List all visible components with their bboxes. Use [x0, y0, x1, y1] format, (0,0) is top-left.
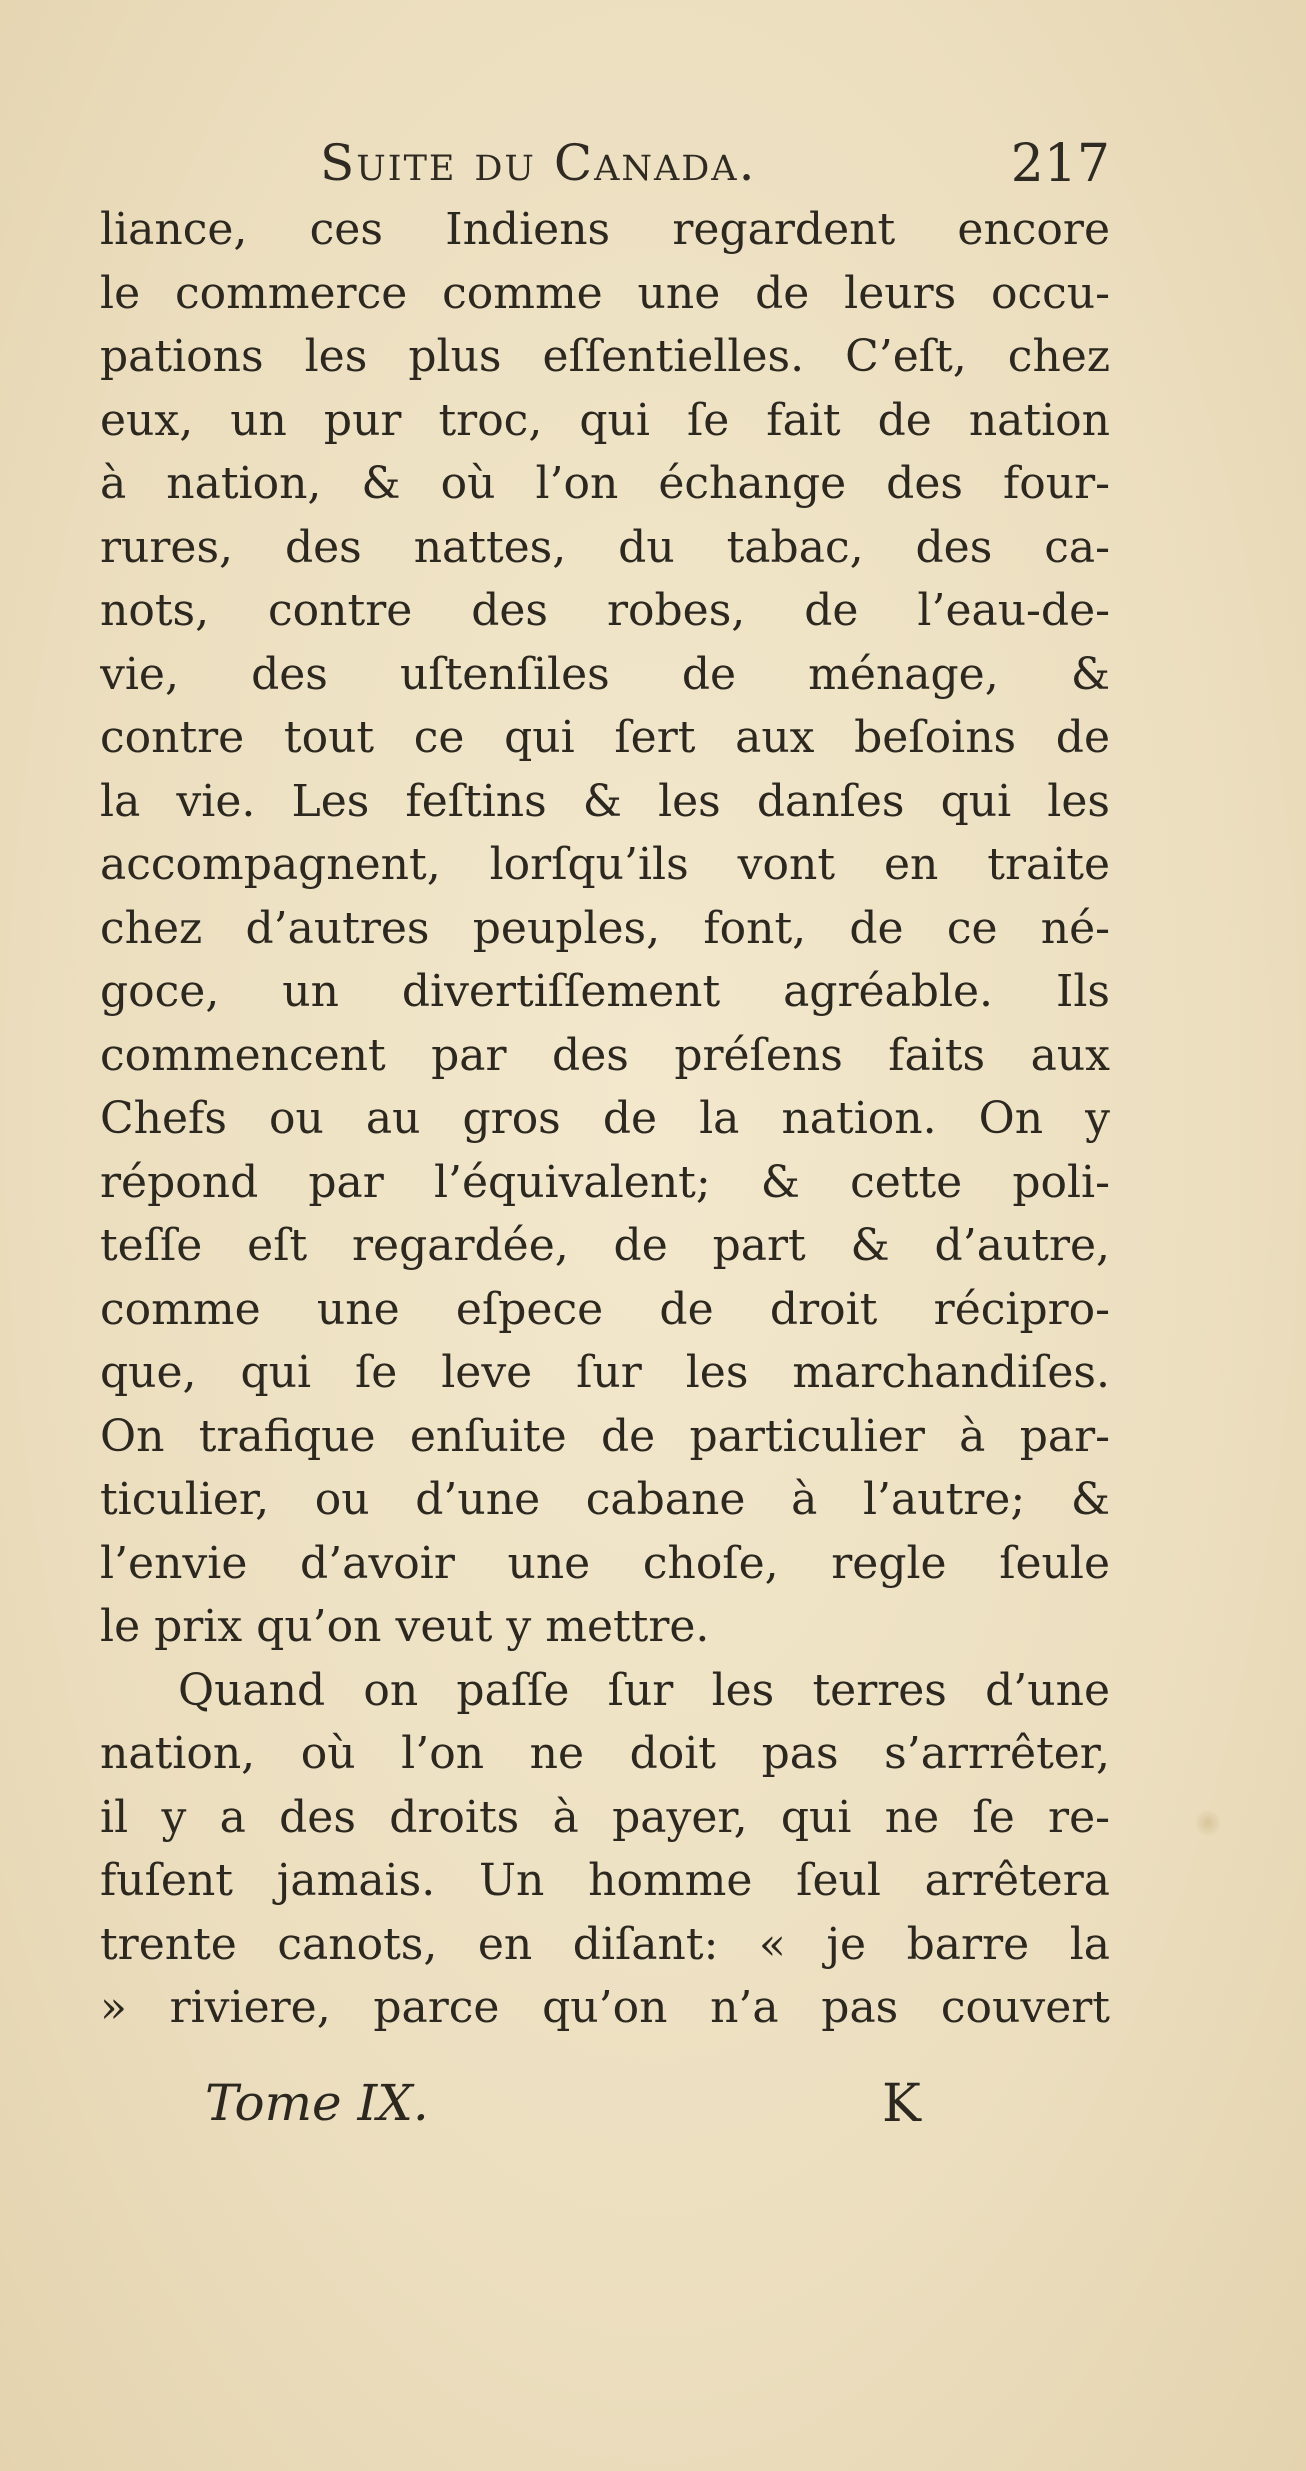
volume-label: Tome IX. — [205, 2074, 429, 2132]
signature-mark: K — [882, 2074, 921, 2134]
paragraph-start-line: Quand on paſſe ſur les terres d’une — [178, 1664, 1110, 1716]
text-line: pations les plus eſſentielles. C’eſt, chez — [100, 331, 1110, 382]
text-line: teſſe eſt regardée, de part & d’autre, — [100, 1220, 1110, 1271]
text-line: il y a des droits à payer, qui ne ſe re- — [100, 1791, 1110, 1843]
body-text — [100, 198, 1110, 2040]
text-line: ticulier, ou d’une cabane à l’autre; & — [100, 1474, 1110, 1525]
text-line: comme une eſpece de droit récipro- — [100, 1283, 1110, 1335]
text-line: vie, des uſtenſiles de ménage, & — [100, 648, 1110, 700]
page-footer — [100, 2074, 1110, 2154]
text-line: fuſent jamais. Un homme ſeul arrêtera — [100, 1855, 1110, 1906]
page-header — [100, 128, 1110, 208]
text-line: nation, où l’on ne doit pas s’arrrêter, — [100, 1728, 1110, 1779]
text-line: contre tout ce qui ſert aux beſoins de — [100, 712, 1110, 763]
text-line: commencent par des préſens faits aux — [100, 1029, 1110, 1081]
text-line: Chefs ou au gros de la nation. On y — [100, 1093, 1110, 1144]
text-line: rures, des nattes, du tabac, des ca- — [100, 521, 1110, 573]
text-line: la vie. Les feſtins & les danſes qui les — [100, 775, 1110, 827]
text-line: eux, un pur troc, qui ſe fait de nation — [100, 394, 1110, 446]
text-line: l’envie d’avoir une choſe, regle ſeule — [100, 1537, 1110, 1589]
paper-stain — [1196, 1810, 1220, 1836]
text-line: nots, contre des robes, de l’eau-de- — [100, 585, 1110, 636]
text-line: le commerce comme une de leurs occu- — [100, 267, 1110, 319]
text-line: » riviere, parce qu’on n’a pas couvert — [100, 1982, 1110, 2033]
text-line: liance, ces Indiens regardent encore — [100, 204, 1110, 255]
text-line: chez d’autres peuples, font, de ce né- — [100, 902, 1110, 954]
page-number: 217 — [1010, 134, 1110, 194]
running-head: Suite du Canada. — [320, 134, 757, 192]
text-line: à nation, & où l’on échange des four- — [100, 458, 1110, 509]
text-line: que, qui ſe leve ſur les marchandiſes. — [100, 1347, 1110, 1398]
paragraph-end-line: le prix qu’on veut y mettre. — [100, 1601, 710, 1652]
text-line: répond par l’équivalent; & cette poli- — [100, 1156, 1110, 1208]
text-line: trente canots, en diſant: « je barre la — [100, 1918, 1110, 1970]
text-line: On trafique enſuite de particulier à par- — [100, 1410, 1110, 1462]
text-line: goce, un divertiſſement agréable. Ils — [100, 966, 1110, 1017]
text-line: accompagnent, lorſqu’ils vont en traite — [100, 839, 1110, 890]
